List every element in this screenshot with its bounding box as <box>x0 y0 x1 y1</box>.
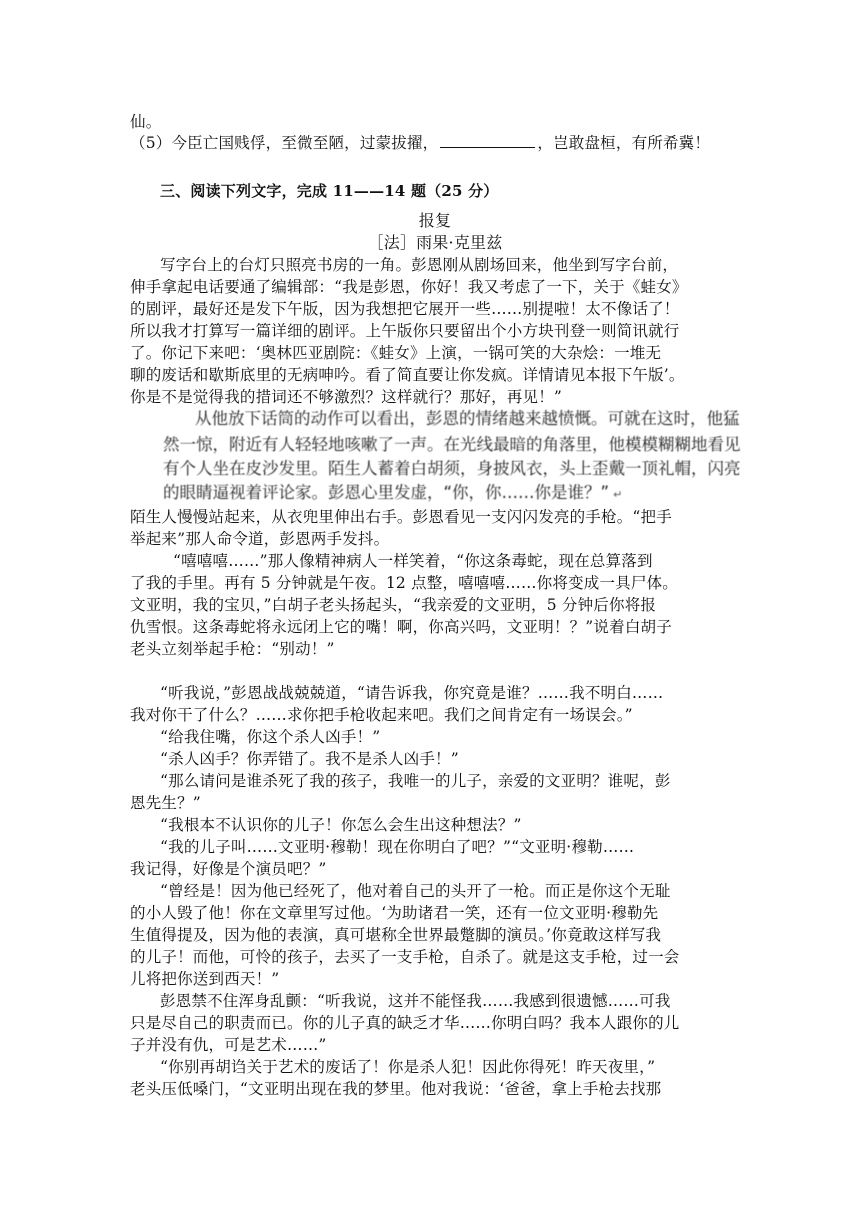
text-line: “听我说，”彭恩战战兢兢道，“请告诉我，你究竟是谁？……我不明白…… <box>160 684 664 702</box>
scanned-text-line: 从他放下话筒的动作可以看出，彭恩的情绪越来越愤慨。可就在这时，他猛 <box>195 409 740 428</box>
text-line: 儿将把你送到西天！” <box>130 970 280 988</box>
text-line: 聊的废话和歇斯底里的无病呻吟。看了简直要让你发疯。详情请见本报下午版’。 <box>130 366 685 384</box>
text-line: 我记得，好像是个演员吧？” <box>130 860 327 878</box>
text-line: 我对你干了什么？……求你把手枪收起来吧。我们之间肯定有一场误会。” <box>130 706 633 724</box>
text-line: 的剧评，最好还是发下午版，因为我想把它展开一些……别提啦！太不像话了！ <box>130 300 680 318</box>
text-line: 彭恩禁不住浑身乱颤：“听我说，这并不能怪我……我感到很遗憾……可我 <box>160 992 671 1010</box>
fill-in-blank <box>440 133 535 148</box>
paragraph-mark-icon: ↵ <box>613 488 623 501</box>
text-line: “杀人凶手？你弄错了。我不是杀人凶手！” <box>160 750 459 768</box>
text-line: 你是不是觉得我的措词还不够激烈？这样就行？那好，再见！” <box>130 388 563 406</box>
section-heading: 三、阅读下列文字，完成 11——14 题（25 分） <box>160 182 499 200</box>
text-line: 恩先生？” <box>130 794 201 812</box>
text-line: 仇雪恨。这条毒蛇将永远闭上它的嘴！啊，你高兴吗，文亚明！？”说着白胡子 <box>130 618 672 636</box>
text-line: “给我住嘴，你这个杀人凶手！” <box>160 728 381 746</box>
question-5 <box>130 132 740 154</box>
text-line: 写字台上的台灯只照亮书房的一角。彭恩刚从剧场回来，他坐到写字台前， <box>160 256 679 274</box>
article-title: 报复 <box>418 211 452 230</box>
text-line: “你别再胡诌关于艺术的废话了！你是杀人犯！因此你得死！昨天夜里，” <box>160 1058 656 1076</box>
text-segment: ，岂敢盘桓，有所希冀！ <box>537 134 711 152</box>
text-segment: （5）今臣亡国贱俘，至微至陋，过蒙拔擢， <box>130 134 439 152</box>
text-line: 只是尽自己的职责而已。你的儿子真的缺乏才华……你明白吗？我本人跟你的儿 <box>130 1014 680 1032</box>
text-line: 老头立刻举起手枪：“别动！” <box>130 640 335 658</box>
article-author: ［法］雨果·克里兹 <box>367 233 503 252</box>
text-line: 的儿子！而他，可怜的孩子，去买了一支手枪，自杀了。就是这支手枪，过一会 <box>130 948 680 966</box>
text-line: “曾经是！因为他已经死了，他对着自己的头开了一枪。而正是你这个无耻 <box>160 882 671 900</box>
text-line: 子并没有仇，可是艺术……” <box>130 1036 327 1054</box>
text-line: 文亚明，我的宝贝，”白胡子老头扬起头，“我亲爱的文亚明，5 分钟后你将报 <box>130 596 657 614</box>
text-line: 生值得提及，因为他的表演，真可堪称全世界最蹩脚的演员。’你竟敢这样写我 <box>130 926 662 944</box>
text-line: 老头压低嗓门，“文亚明出现在我的梦里。他对我说：‘爸爸，拿上手枪去找那 <box>130 1080 662 1098</box>
text-line: “我根本不认识你的儿子！你怎么会生出这种想法？” <box>160 816 522 834</box>
scanned-text-line: 然一惊，附近有人轻轻地咳嗽了一声。在光线最暗的角落里，他模模糊糊地看见 <box>163 435 741 454</box>
text-line: 伸手拿起电话要通了编辑部：“我是彭恩，你好！我又考虑了一下，关于《蛙女》 <box>130 278 688 296</box>
text-line: 仙。 <box>130 113 162 131</box>
text-line: 的小人毁了他！你在文章里写过他。‘为助诸君一笑，还有一位文亚明·穆勒先 <box>130 904 659 922</box>
text-line: 了我的手里。再有 5 分钟就是午夜。12 点整，嘻嘻嘻……你将变成一具尸体。 <box>130 574 678 592</box>
text-line: “我的儿子叫……文亚明·穆勒！现在你明白了吧？”“文亚明·穆勒…… <box>160 838 635 856</box>
text-line: “嘻嘻嘻……”那人像精神病人一样笑着，“你这条毒蛇，现在总算落到 <box>173 552 653 570</box>
text-segment: 的眼睛逼视着评论家。彭恩心里发虚，“你，你……你是谁？” <box>163 483 610 502</box>
text-line: 所以我才打算写一篇详细的剧评。上午版你只要留出个小方块刊登一则简讯就行 <box>130 322 680 340</box>
text-line: 了。你记下来吧：‘奥林匹亚剧院：《蛙女》上演，一锅可笑的大杂烩：一堆无 <box>130 344 662 362</box>
text-line: “那么请问是谁杀死了我的孩子，我唯一的儿子，亲爱的文亚明？谁呢，彭 <box>160 772 671 790</box>
scanned-text-line <box>163 482 783 506</box>
text-line: 举起来”那人命令道，彭恩两手发抖。 <box>130 530 390 548</box>
scanned-text-line: 有个人坐在皮沙发里。陌生人蓄着白胡须，身披风衣，头上歪戴一顶礼帽，闪亮 <box>163 459 741 478</box>
text-line: 陌生人慢慢站起来，从衣兜里伸出右手。彭恩看见一支闪闪发亮的手枪。“把手 <box>130 508 672 526</box>
